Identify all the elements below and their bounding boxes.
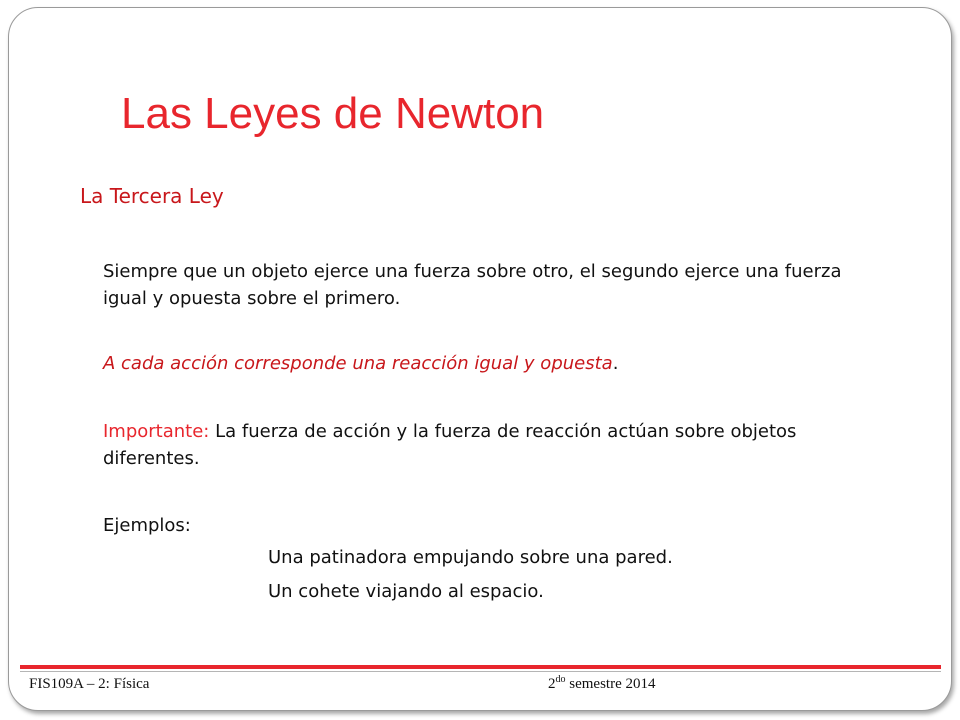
important-text: La fuerza de acción y la fuerza de reacción actúan sobre objetos diferentes. [103,421,797,469]
footer-course: FIS109A – 2: Física [29,676,150,692]
principle-line [103,350,883,377]
principle-text: A cada acción corresponde una reacción igual y opuesta [103,353,613,374]
important-label: Importante: [103,421,210,442]
footer-divider-gray [20,671,941,672]
law-statement: Siempre que un objeto ejerce una fuerza sobre otro, el segundo ejerce una fuerza igual y opuesta sobre el primero. [103,261,842,309]
example-item: Un cohete viajando al espacio. [268,581,544,602]
example-item: Una patinadora empujando sobre una pared. [268,547,673,568]
important-note [103,418,883,472]
footer-semester [548,676,655,693]
examples-label: Ejemplos: [103,515,191,536]
footer-divider-red [20,665,941,669]
slide-subtitle: La Tercera Ley [80,184,224,208]
semester-number: 2 [548,676,556,692]
slide-title: Las Leyes de Newton [121,89,545,138]
principle-period: . [612,353,619,374]
semester-text: semestre 2014 [565,676,656,692]
semester-suffix: do [555,674,566,685]
